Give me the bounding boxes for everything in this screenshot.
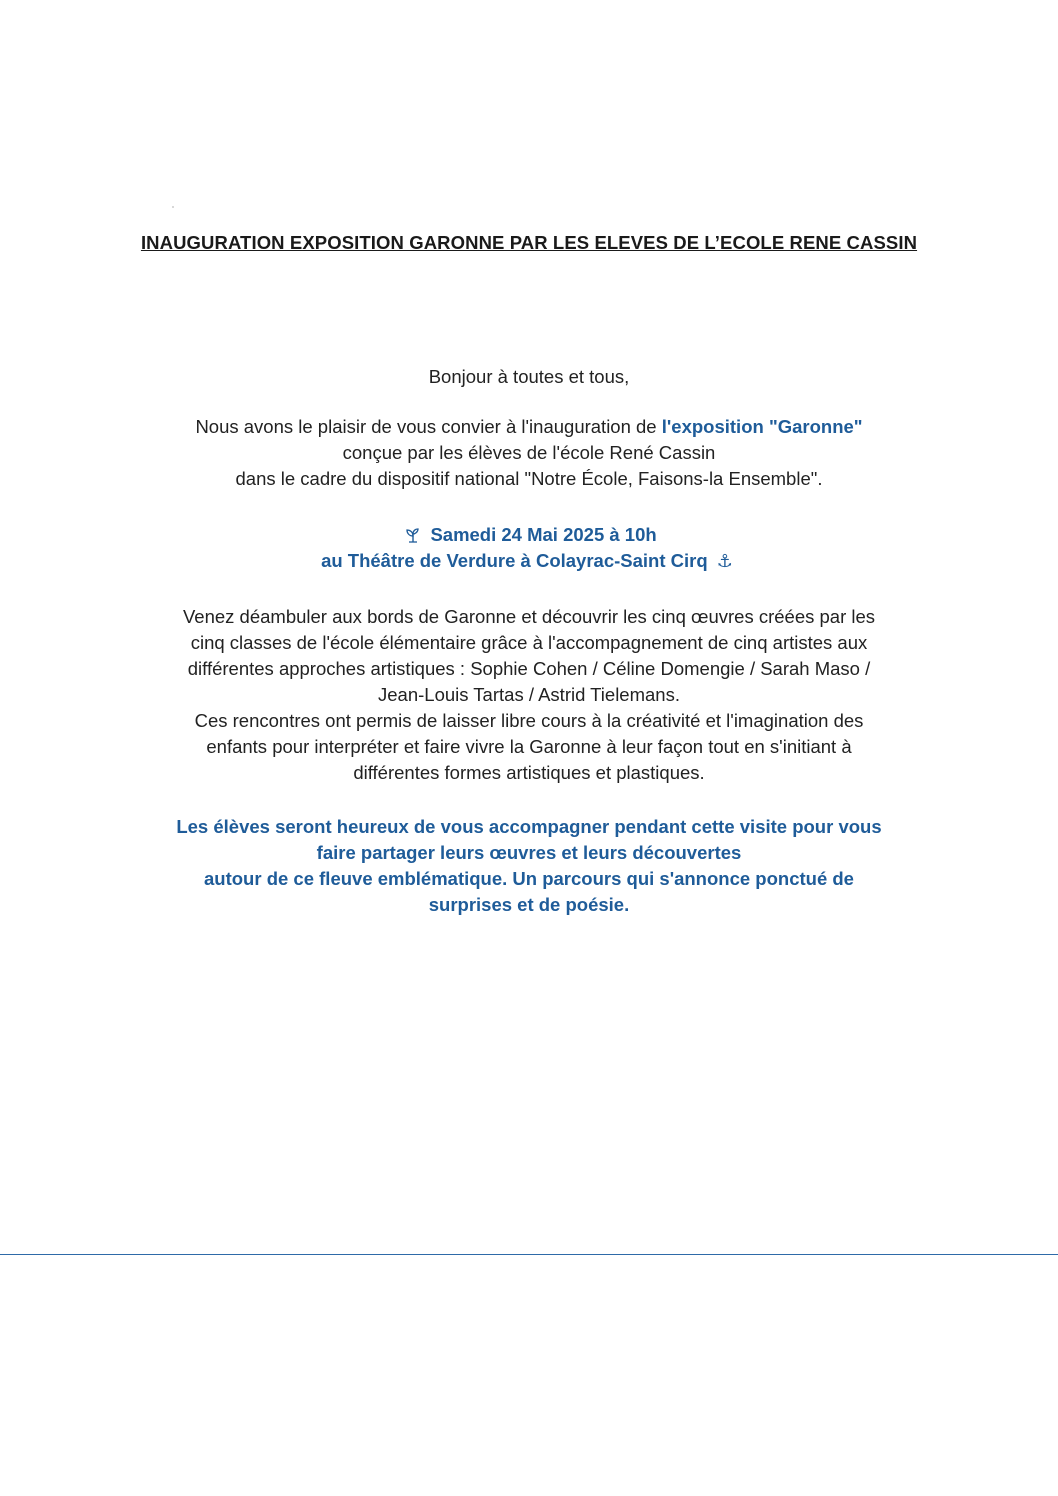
document-title: INAUGURATION EXPOSITION GARONNE PAR LES ELEVES DE L’ECOLE RENE CASSIN <box>140 232 918 253</box>
body-line: enfants pour interpréter et faire vivre la Garonne à leur façon tout en s'initiant à <box>206 736 852 757</box>
anchor-icon: ⚓ <box>716 551 733 571</box>
intro-line-1-prefix: Nous avons le plaisir de vous convier à l'inauguration de <box>195 416 662 437</box>
intro-line-3: dans le cadre du dispositif national "Notre École, Faisons-la Ensemble". <box>235 468 823 489</box>
intro-line-1 <box>0 414 1058 440</box>
intro-line-2: conçue par les élèves de l'école René Cassin <box>342 442 716 463</box>
event-place-line <box>0 548 1058 574</box>
intro-paragraph <box>0 414 1058 492</box>
body-line: différentes formes artistiques et plastiques. <box>353 762 705 783</box>
event-date: Samedi 24 Mai 2025 à 10h <box>430 524 657 545</box>
body-line: Jean-Louis Tartas / Astrid Tielemans. <box>378 684 680 705</box>
scan-speck <box>172 206 174 208</box>
event-place: au Théâtre de Verdure à Colayrac-Saint Cirq <box>321 550 708 571</box>
exhibition-name: l'exposition "Garonne" <box>661 416 863 437</box>
body-line: Ces rencontres ont permis de laisser libre cours à la créativité et l'imagination des <box>194 710 864 731</box>
greeting-line: Bonjour à toutes et tous, <box>428 366 630 387</box>
closing-line: autour de ce fleuve emblématique. Un parcours qui s'annonce ponctué de <box>204 868 854 889</box>
closing-line: faire partager leurs œuvres et leurs découvertes <box>316 842 742 863</box>
sprout-icon <box>405 522 421 548</box>
greeting <box>0 364 1058 390</box>
closing-line: surprises et de poésie. <box>428 894 630 915</box>
body-line: cinq classes de l'école élémentaire grâce à l'accompagnement de cinq artistes aux <box>190 632 868 653</box>
body-line: Venez déambuler aux bords de Garonne et découvrir les cinq œuvres créées par les <box>182 606 876 627</box>
closing-paragraph <box>0 814 1058 918</box>
event-date-line <box>0 522 1058 548</box>
footer-divider <box>0 1254 1058 1255</box>
event-details <box>0 522 1058 574</box>
closing-line: Les élèves seront heureux de vous accompagner pendant cette visite pour vous <box>176 816 882 837</box>
body-line: différentes approches artistiques : Sophie Cohen / Céline Domengie / Sarah Maso / <box>187 658 871 679</box>
body-paragraph <box>0 604 1058 786</box>
